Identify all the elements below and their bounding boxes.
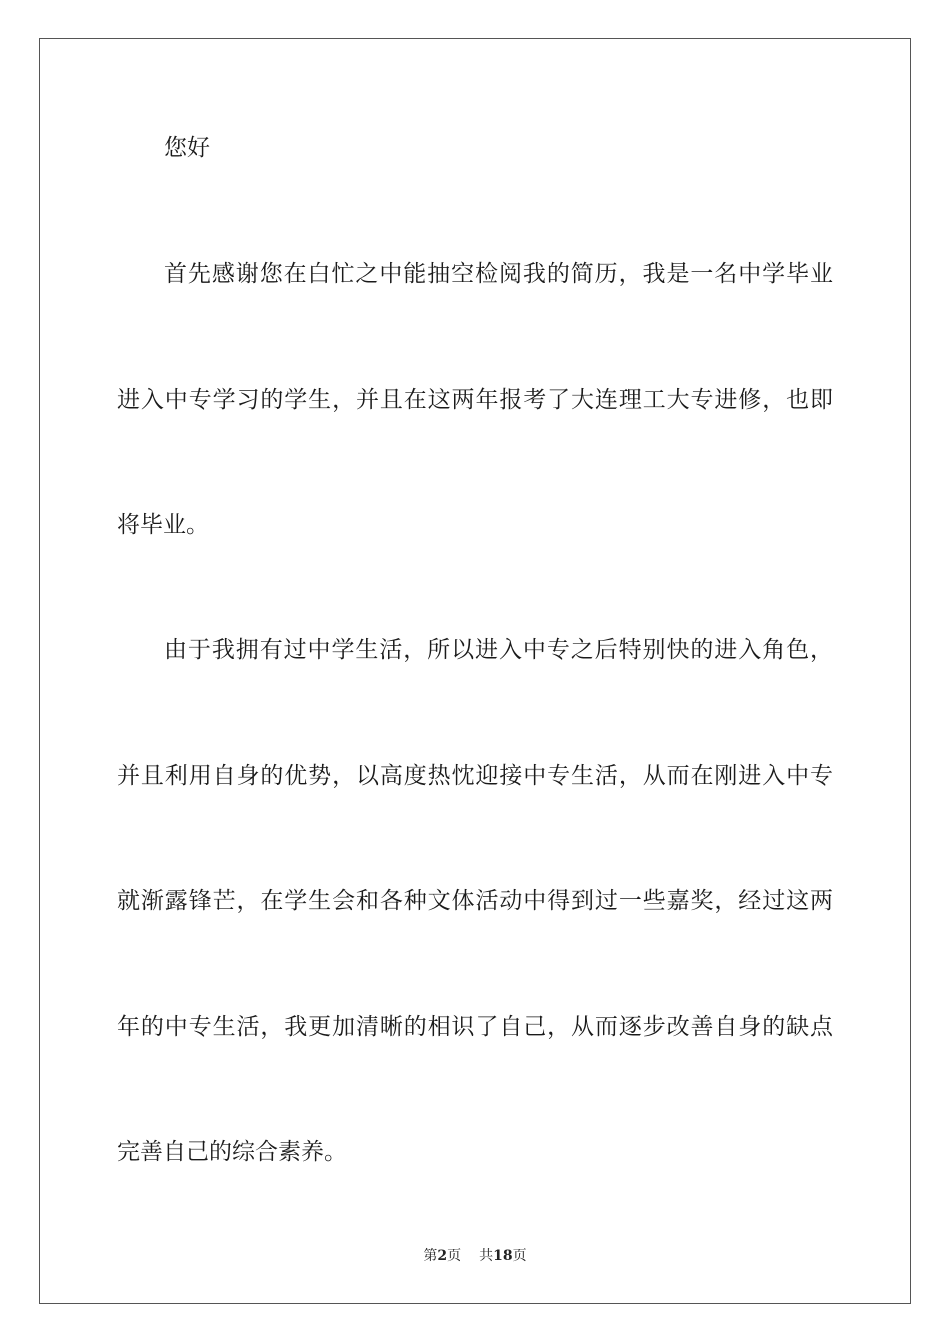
page-prefix: 第 — [423, 1248, 438, 1264]
page-footer — [0, 1247, 950, 1265]
paragraph-2-line-5: 完善自己的综合素养。 — [117, 1139, 347, 1165]
greeting: 您好 — [164, 135, 210, 161]
total-pages: 18 — [493, 1248, 513, 1264]
paragraph-2-line-1: 由于我拥有过中学生活，所以进入中专之后特别快的进入角色， — [164, 637, 833, 663]
total-prefix: 共 — [479, 1248, 494, 1264]
total-suffix: 页 — [512, 1248, 527, 1264]
paragraph-2-line-4: 年的中专生活，我更加清晰的相识了自己，从而逐步改善自身的缺点 — [117, 1014, 833, 1040]
page-number: 2 — [437, 1248, 448, 1264]
paragraph-1-line-2: 进入中专学习的学生，并且在这两年报考了大连理工大专进修，也即 — [117, 387, 833, 413]
paragraph-1-line-3: 将毕业。 — [117, 512, 209, 538]
page-suffix: 页 — [447, 1248, 462, 1264]
paragraph-2-line-2: 并且利用自身的优势，以高度热忱迎接中专生活，从而在刚进入中专 — [117, 763, 833, 789]
paragraph-2-line-3: 就渐露锋芒，在学生会和各种文体活动中得到过一些嘉奖，经过这两 — [117, 888, 833, 914]
paragraph-1-line-1: 首先感谢您在白忙之中能抽空检阅我的简历，我是一名中学毕业 — [164, 261, 833, 287]
page-frame — [39, 38, 911, 1304]
